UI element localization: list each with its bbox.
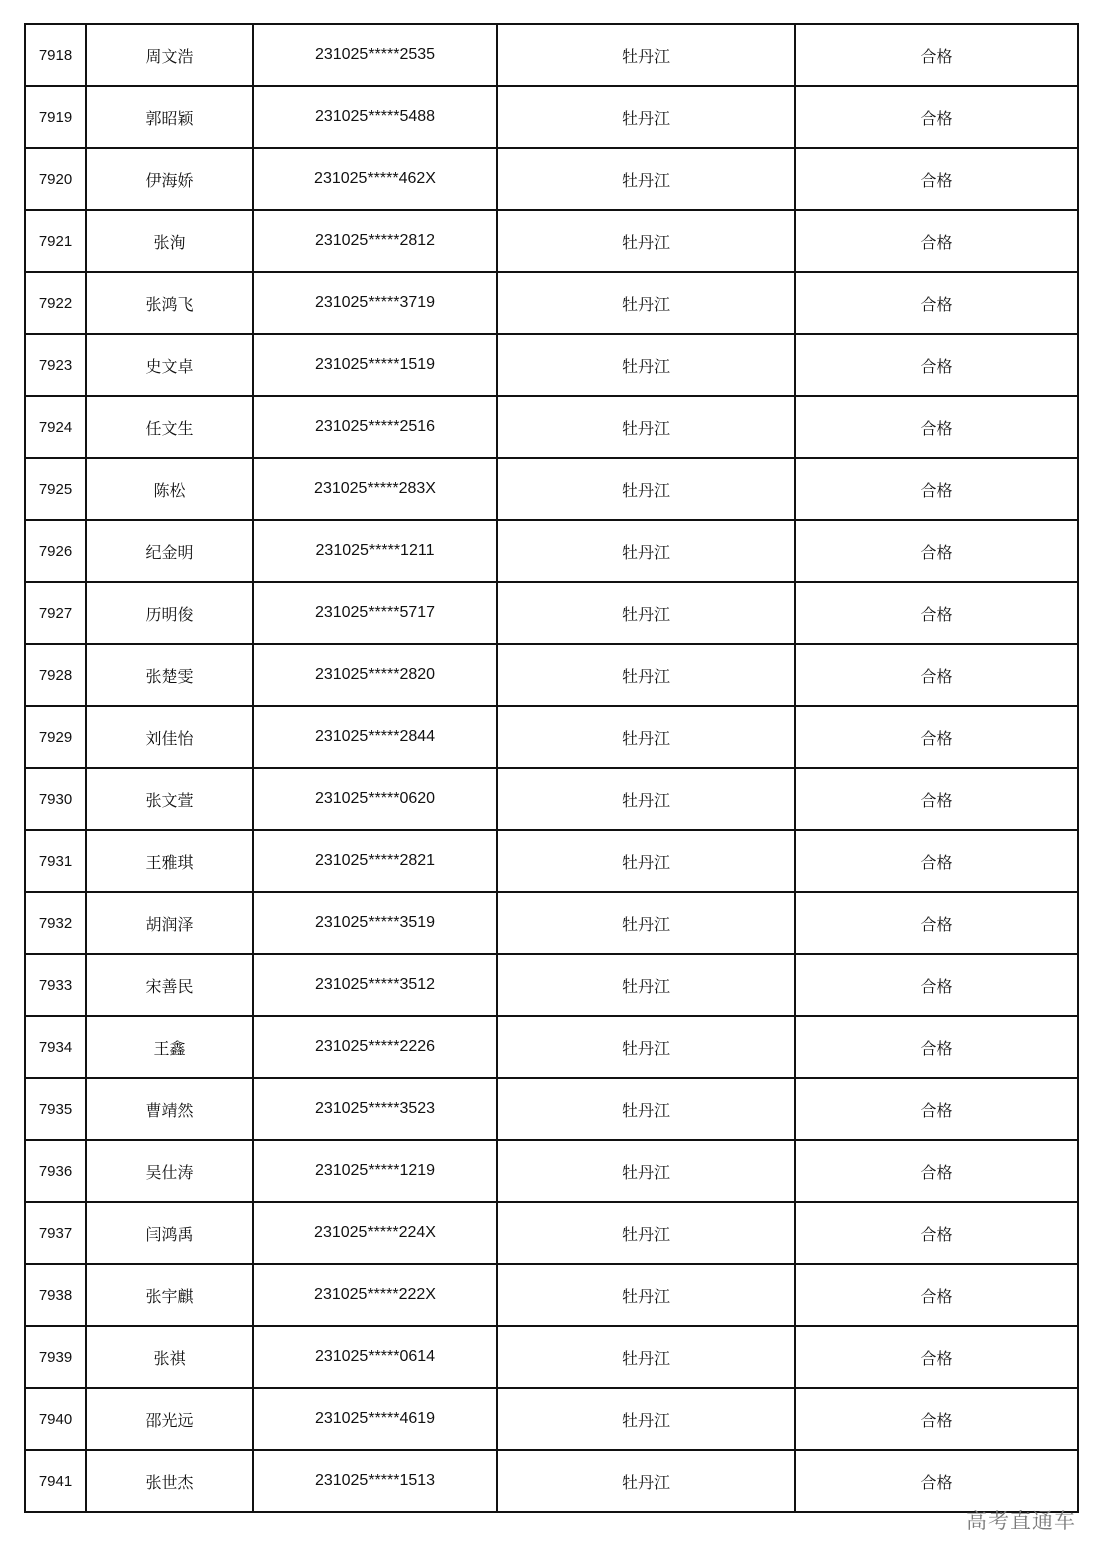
- id-number-cell: 231025*****2226: [253, 1016, 497, 1078]
- table-row: [25, 1140, 1078, 1202]
- city-cell: 牡丹江: [497, 396, 795, 458]
- table-row: [25, 892, 1078, 954]
- row-number-cell: 7920: [25, 148, 86, 210]
- row-number-cell: 7938: [25, 1264, 86, 1326]
- table-row: [25, 396, 1078, 458]
- city-cell: 牡丹江: [497, 24, 795, 86]
- table-row: [25, 1202, 1078, 1264]
- id-number-cell: 231025*****0620: [253, 768, 497, 830]
- name-cell: 伊海娇: [86, 148, 253, 210]
- result-cell: 合格: [795, 24, 1078, 86]
- table-row: [25, 520, 1078, 582]
- name-cell: 张宇麒: [86, 1264, 253, 1326]
- row-number-cell: 7935: [25, 1078, 86, 1140]
- row-number-cell: 7939: [25, 1326, 86, 1388]
- city-cell: 牡丹江: [497, 210, 795, 272]
- id-number-cell: 231025*****1219: [253, 1140, 497, 1202]
- city-cell: 牡丹江: [497, 1264, 795, 1326]
- city-cell: 牡丹江: [497, 272, 795, 334]
- row-number-cell: 7921: [25, 210, 86, 272]
- id-number-cell: 231025*****3512: [253, 954, 497, 1016]
- name-cell: 陈松: [86, 458, 253, 520]
- id-number-cell: 231025*****2812: [253, 210, 497, 272]
- roster-table: [24, 23, 1079, 1513]
- id-number-cell: 231025*****5717: [253, 582, 497, 644]
- city-cell: 牡丹江: [497, 86, 795, 148]
- city-cell: 牡丹江: [497, 1202, 795, 1264]
- name-cell: 宋善民: [86, 954, 253, 1016]
- row-number-cell: 7918: [25, 24, 86, 86]
- city-cell: 牡丹江: [497, 1450, 795, 1512]
- row-number-cell: 7928: [25, 644, 86, 706]
- city-cell: 牡丹江: [497, 954, 795, 1016]
- result-cell: 合格: [795, 458, 1078, 520]
- table-row: [25, 582, 1078, 644]
- row-number-cell: 7929: [25, 706, 86, 768]
- city-cell: 牡丹江: [497, 520, 795, 582]
- result-cell: 合格: [795, 272, 1078, 334]
- result-cell: 合格: [795, 892, 1078, 954]
- table-row: [25, 830, 1078, 892]
- city-cell: 牡丹江: [497, 1140, 795, 1202]
- name-cell: 张洵: [86, 210, 253, 272]
- table-row: [25, 24, 1078, 86]
- result-cell: 合格: [795, 1016, 1078, 1078]
- result-cell: 合格: [795, 830, 1078, 892]
- row-number-cell: 7941: [25, 1450, 86, 1512]
- result-cell: 合格: [795, 86, 1078, 148]
- name-cell: 史文卓: [86, 334, 253, 396]
- table-row: [25, 334, 1078, 396]
- row-number-cell: 7932: [25, 892, 86, 954]
- city-cell: 牡丹江: [497, 768, 795, 830]
- result-cell: 合格: [795, 644, 1078, 706]
- table-row: [25, 1016, 1078, 1078]
- table-row: [25, 644, 1078, 706]
- id-number-cell: 231025*****3523: [253, 1078, 497, 1140]
- city-cell: 牡丹江: [497, 334, 795, 396]
- result-cell: 合格: [795, 1388, 1078, 1450]
- id-number-cell: 231025*****2844: [253, 706, 497, 768]
- result-cell: 合格: [795, 706, 1078, 768]
- city-cell: 牡丹江: [497, 892, 795, 954]
- name-cell: 张世杰: [86, 1450, 253, 1512]
- result-cell: 合格: [795, 396, 1078, 458]
- id-number-cell: 231025*****0614: [253, 1326, 497, 1388]
- row-number-cell: 7930: [25, 768, 86, 830]
- id-number-cell: 231025*****2821: [253, 830, 497, 892]
- id-number-cell: 231025*****5488: [253, 86, 497, 148]
- row-number-cell: 7925: [25, 458, 86, 520]
- row-number-cell: 7940: [25, 1388, 86, 1450]
- table-row: [25, 1388, 1078, 1450]
- result-cell: 合格: [795, 1264, 1078, 1326]
- roster-table-body: [25, 24, 1078, 1512]
- name-cell: 闫鸿禹: [86, 1202, 253, 1264]
- name-cell: 曹靖然: [86, 1078, 253, 1140]
- id-number-cell: 231025*****2820: [253, 644, 497, 706]
- watermark-text: 高考直通车: [966, 1509, 1076, 1533]
- id-number-cell: 231025*****1519: [253, 334, 497, 396]
- city-cell: 牡丹江: [497, 1016, 795, 1078]
- result-cell: 合格: [795, 1450, 1078, 1512]
- table-row: [25, 706, 1078, 768]
- row-number-cell: 7927: [25, 582, 86, 644]
- row-number-cell: 7924: [25, 396, 86, 458]
- result-cell: 合格: [795, 954, 1078, 1016]
- table-row: [25, 1264, 1078, 1326]
- name-cell: 周文浩: [86, 24, 253, 86]
- table-row: [25, 954, 1078, 1016]
- city-cell: 牡丹江: [497, 1388, 795, 1450]
- table-row: [25, 148, 1078, 210]
- city-cell: 牡丹江: [497, 458, 795, 520]
- name-cell: 王鑫: [86, 1016, 253, 1078]
- result-cell: 合格: [795, 1078, 1078, 1140]
- id-number-cell: 231025*****2535: [253, 24, 497, 86]
- city-cell: 牡丹江: [497, 582, 795, 644]
- row-number-cell: 7937: [25, 1202, 86, 1264]
- city-cell: 牡丹江: [497, 830, 795, 892]
- row-number-cell: 7936: [25, 1140, 86, 1202]
- id-number-cell: 231025*****1513: [253, 1450, 497, 1512]
- id-number-cell: 231025*****222X: [253, 1264, 497, 1326]
- row-number-cell: 7919: [25, 86, 86, 148]
- id-number-cell: 231025*****283X: [253, 458, 497, 520]
- name-cell: 张鸿飞: [86, 272, 253, 334]
- table-row: [25, 1450, 1078, 1512]
- table-row: [25, 458, 1078, 520]
- id-number-cell: 231025*****462X: [253, 148, 497, 210]
- name-cell: 张祺: [86, 1326, 253, 1388]
- name-cell: 任文生: [86, 396, 253, 458]
- table-row: [25, 86, 1078, 148]
- city-cell: 牡丹江: [497, 1078, 795, 1140]
- id-number-cell: 231025*****224X: [253, 1202, 497, 1264]
- city-cell: 牡丹江: [497, 148, 795, 210]
- result-cell: 合格: [795, 582, 1078, 644]
- row-number-cell: 7934: [25, 1016, 86, 1078]
- name-cell: 邵光远: [86, 1388, 253, 1450]
- name-cell: 胡润泽: [86, 892, 253, 954]
- row-number-cell: 7933: [25, 954, 86, 1016]
- table-row: [25, 210, 1078, 272]
- name-cell: 张楚雯: [86, 644, 253, 706]
- city-cell: 牡丹江: [497, 706, 795, 768]
- id-number-cell: 231025*****1211: [253, 520, 497, 582]
- name-cell: 王雅琪: [86, 830, 253, 892]
- row-number-cell: 7931: [25, 830, 86, 892]
- row-number-cell: 7923: [25, 334, 86, 396]
- city-cell: 牡丹江: [497, 644, 795, 706]
- name-cell: 历明俊: [86, 582, 253, 644]
- id-number-cell: 231025*****4619: [253, 1388, 497, 1450]
- result-cell: 合格: [795, 520, 1078, 582]
- table-row: [25, 1078, 1078, 1140]
- row-number-cell: 7926: [25, 520, 86, 582]
- result-cell: 合格: [795, 1326, 1078, 1388]
- name-cell: 郭昭颖: [86, 86, 253, 148]
- table-row: [25, 272, 1078, 334]
- table-row: [25, 1326, 1078, 1388]
- result-cell: 合格: [795, 1202, 1078, 1264]
- name-cell: 刘佳怡: [86, 706, 253, 768]
- row-number-cell: 7922: [25, 272, 86, 334]
- name-cell: 吴仕涛: [86, 1140, 253, 1202]
- result-cell: 合格: [795, 148, 1078, 210]
- result-cell: 合格: [795, 768, 1078, 830]
- id-number-cell: 231025*****3519: [253, 892, 497, 954]
- table-row: [25, 768, 1078, 830]
- city-cell: 牡丹江: [497, 1326, 795, 1388]
- id-number-cell: 231025*****2516: [253, 396, 497, 458]
- name-cell: 纪金明: [86, 520, 253, 582]
- result-cell: 合格: [795, 1140, 1078, 1202]
- name-cell: 张文萱: [86, 768, 253, 830]
- id-number-cell: 231025*****3719: [253, 272, 497, 334]
- result-cell: 合格: [795, 334, 1078, 396]
- result-cell: 合格: [795, 210, 1078, 272]
